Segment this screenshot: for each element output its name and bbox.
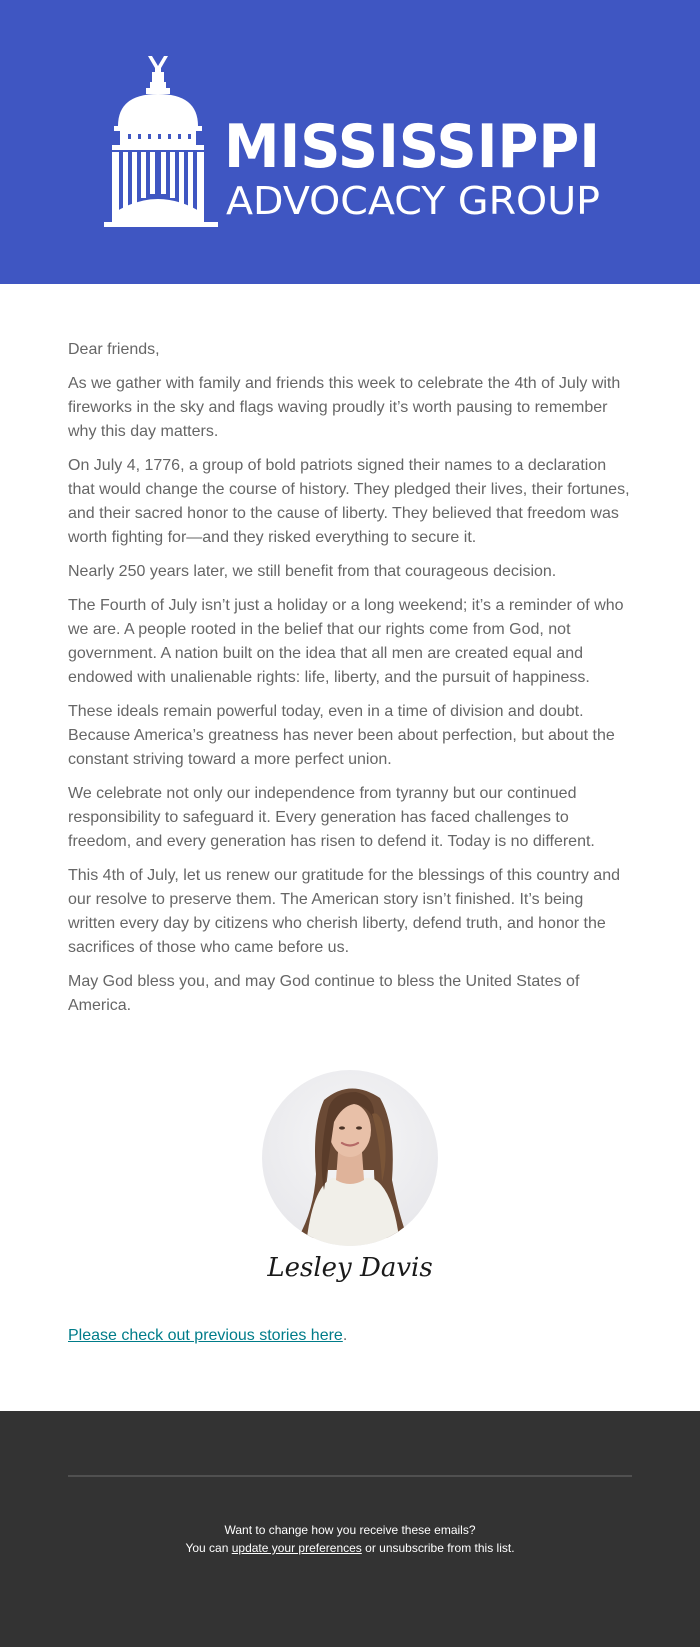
paragraph: May God bless you, and may God continue to bless the United States of America. xyxy=(68,973,580,1014)
unsubscribe-text[interactable]: unsubscribe from this list xyxy=(379,1541,512,1555)
logo-title: MISSISSIPPI xyxy=(224,112,600,182)
paragraph: We celebrate not only our independence from tyranny but our continued responsibility to safeguard it. Every generation has faced challenges to freedom, and every generation has risen to defend it. Today is no different. xyxy=(68,785,595,850)
footer-prefix: You can xyxy=(185,1541,232,1555)
author-portrait-icon xyxy=(262,1070,438,1246)
capitol-building-icon xyxy=(104,56,218,227)
logo[interactable] xyxy=(0,0,700,284)
footer xyxy=(0,1411,700,1647)
footer-line-1: Want to change how you receive these emails? xyxy=(224,1523,476,1537)
footer-middle: or xyxy=(361,1541,380,1555)
signature-name: Lesley Davis xyxy=(267,1253,433,1283)
previous-stories-link[interactable]: Please check out previous stories here xyxy=(68,1327,343,1344)
logo-subtitle: ADVOCACY GROUP xyxy=(226,179,600,223)
paragraph: On July 4, 1776, a group of bold patriots signed their names to a declaration that would change the course of history. They pledged their lives, their fortunes, and their sacred honor to the cause of liberty. They believed that freedom was worth fighting for—and they risked everything to secure it. xyxy=(68,457,630,546)
footer-text xyxy=(0,1521,700,1557)
paragraph: Nearly 250 years later, we still benefit from that courageous decision. xyxy=(68,563,557,580)
greeting: Dear friends, xyxy=(68,341,160,358)
footer-suffix: . xyxy=(511,1541,515,1555)
header-banner xyxy=(0,0,700,284)
stories-line xyxy=(68,1324,347,1348)
stories-suffix: . xyxy=(342,1327,348,1344)
author-photo xyxy=(262,1070,438,1246)
paragraph: This 4th of July, let us renew our gratitude for the blessings of this country and our resolve to preserve them. The American story isn’t finished. It’s being written every day by citizens who cherish liberty, defend truth, and honor the sacrifices of those who came before us. xyxy=(68,867,620,956)
paragraph: The Fourth of July isn’t just a holiday or a long weekend; it’s a reminder of who we are. A people rooted in the belief that our rights come from God, not government. A nation built on the idea that all men are created equal and endowed with unalienable rights: life, liberty, and the pursuit of happiness. xyxy=(68,597,624,686)
paragraph: As we gather with family and friends this week to celebrate the 4th of July with fireworks in the sky and flags waving proudly it’s worth pausing to remember why this day matters. xyxy=(68,375,621,440)
footer-line-2 xyxy=(0,1539,700,1557)
update-preferences-link[interactable]: update your preferences xyxy=(231,1541,362,1555)
letter-content xyxy=(0,284,700,1411)
footer-divider xyxy=(68,1475,632,1477)
letter-body xyxy=(68,338,634,1028)
signature xyxy=(250,1240,450,1294)
paragraph: These ideals remain powerful today, even in a time of division and doubt. Because America’s greatness has never been about perfection, but about the constant striving toward a more perfect union. xyxy=(68,703,615,768)
